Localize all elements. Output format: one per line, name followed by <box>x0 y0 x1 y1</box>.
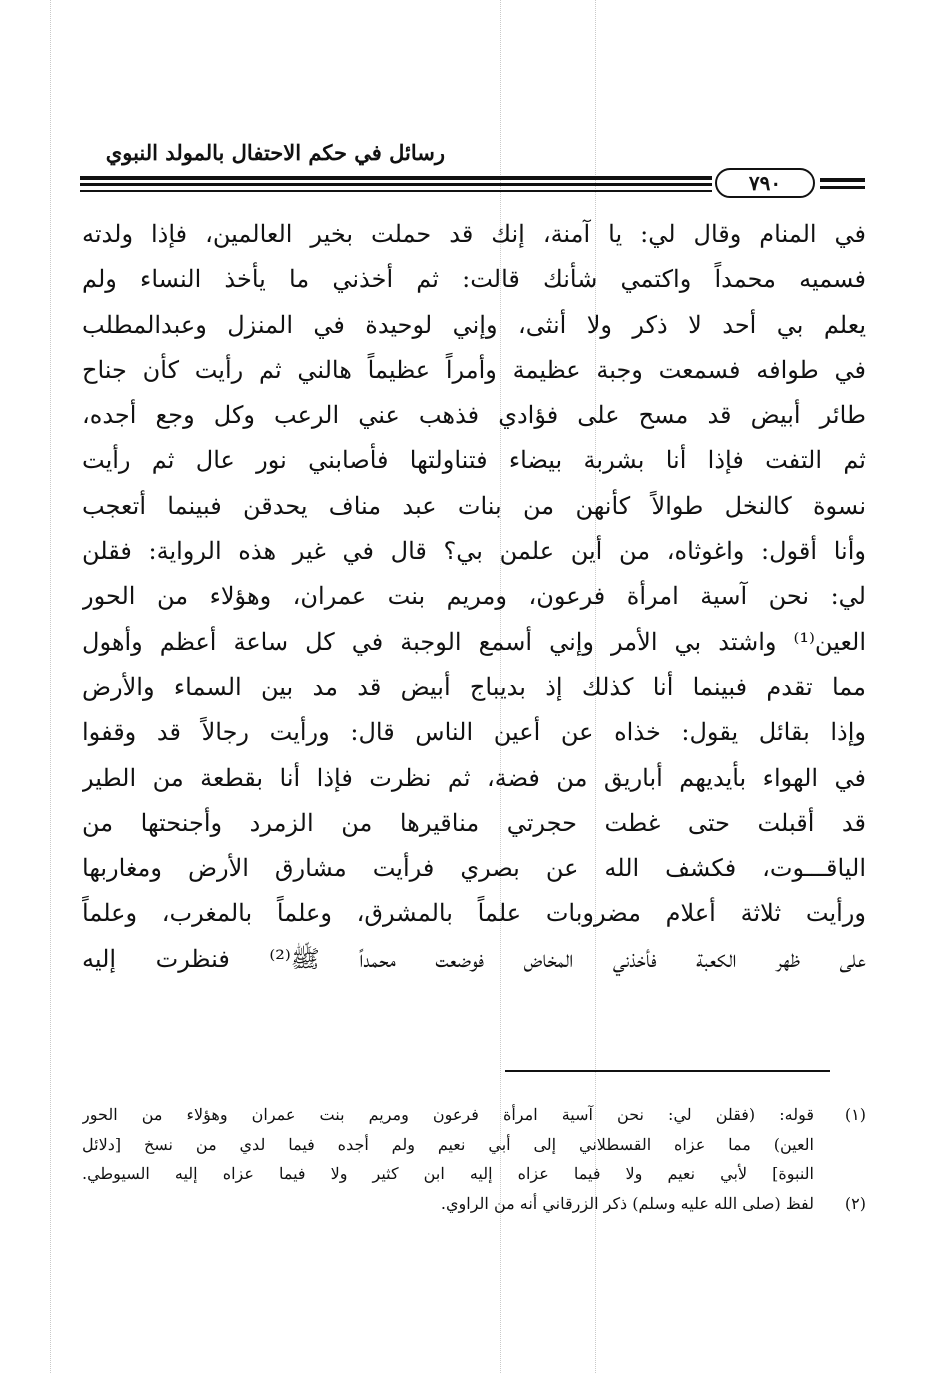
footnote-number: (٢) <box>844 1193 866 1213</box>
footnote-line <box>82 1100 866 1130</box>
body-line: على ظهر الكعبة فأخذني المخاض فوضعت محمداً ﷺ⁽²⁾ فنظرت إليه <box>82 944 866 973</box>
footnote-text: قوله: (فقلن لي: نحن آسية امرأة فرعون ومريم بنت عمران وهؤلاء من الحور <box>82 1105 814 1124</box>
body-line: طائر أبيض قد مسح على فؤادي فذهب عني الرعب وكل وجع أجده، <box>82 401 866 430</box>
running-title: رسائل في حكم الاحتفال بالمولد النبوي <box>105 140 445 165</box>
footnote-line <box>82 1130 866 1160</box>
body-text <box>82 212 866 982</box>
footnotes <box>82 1100 866 1218</box>
body-line: فسميه محمداً واكتمي شأنك قالت: ثم أخذني ما يأخذ النساء ولم <box>82 265 866 294</box>
page-number: ٧٩٠ <box>715 168 815 198</box>
body-line: في طوافه فسمعت وجبة عظيمة وأمراً عظيماً هالني ثم رأيت كأن جناح <box>82 355 866 384</box>
footnote-text: العين) مما عزاه القسطلاني إلى أبي نعيم ولم أجده فيما لدي من نسخ [دلائل <box>82 1134 814 1154</box>
body-line: لي: نحن آسية امرأة فرعون، ومريم بنت عمران، وهؤلاء من الحور <box>82 582 866 611</box>
footnote-text: لفظ (صلى الله عليه وسلم) ذكر الزرقاني أنه من الراوي. <box>440 1193 814 1213</box>
scan-guide-line <box>50 0 51 1373</box>
header-rule <box>80 190 712 192</box>
footnote-text: النبوة] لأبي نعيم ولا فيما عزاه إليه ابن كثير ولا فيما عزاه إليه السيوطي. <box>82 1164 814 1183</box>
body-line: ورأيت ثلاثة أعلام مضروبات علماً بالمشرق، وعلماً بالمغرب، وعلماً <box>82 899 866 928</box>
footnote-line <box>82 1189 866 1219</box>
header-rule <box>820 186 865 189</box>
body-line: نسوة كالنخل طوالاً كأنهن من بنات عبد مناف يحدقن فبينما أتعجب <box>82 491 866 520</box>
header-rule <box>820 178 865 182</box>
body-line: العين⁽¹⁾ واشتد بي الأمر وإني أسمع الوجبة في كل ساعة أعظم وأهول <box>82 627 866 656</box>
header-rule <box>80 176 712 180</box>
body-line: في المنام وقال لي: يا آمنة، إنك قد حملت بخير العالمين، فإذا ولدته <box>82 220 866 248</box>
body-line: قد أقبلت حتى غطت حجرتي مناقيرها من الزمرد وأجنحتها من <box>82 808 866 837</box>
body-line: مما تقدم فبينما أنا كذلك إذ بديباج أبيض قد مد بين السماء والأرض <box>82 672 866 701</box>
body-line: وأنا أقول: واغوثاه، من أين علمن بي؟ قال في غير هذه الرواية: فقلن <box>82 537 866 566</box>
body-line: يعلم بي أحد لا ذكر ولا أنثى، وإني لوحيدة في المنزل وعبدالمطلب <box>82 310 866 339</box>
body-line: وإذا بقائل يقول: خذاه عن أعين الناس قال: ورأيت رجالاً قد وقفوا <box>82 718 866 747</box>
body-line: ثم التفت فإذا أنا بشربة بيضاء فتناولتها فأصابني نور عال ثم رأيت <box>82 446 866 475</box>
header-rule <box>80 183 712 186</box>
footnote-separator <box>505 1070 830 1072</box>
body-line: الياقـــوت، فكشف الله عن بصري فرأيت مشارق الأرض ومغاربها <box>82 854 866 883</box>
footnote-line <box>82 1159 866 1189</box>
footnote-number: (١) <box>844 1105 866 1124</box>
body-line: في الهواء بأيديهم أباريق من فضة، ثم نظرت فإذا أنا بقطعة من الطير <box>82 763 866 792</box>
